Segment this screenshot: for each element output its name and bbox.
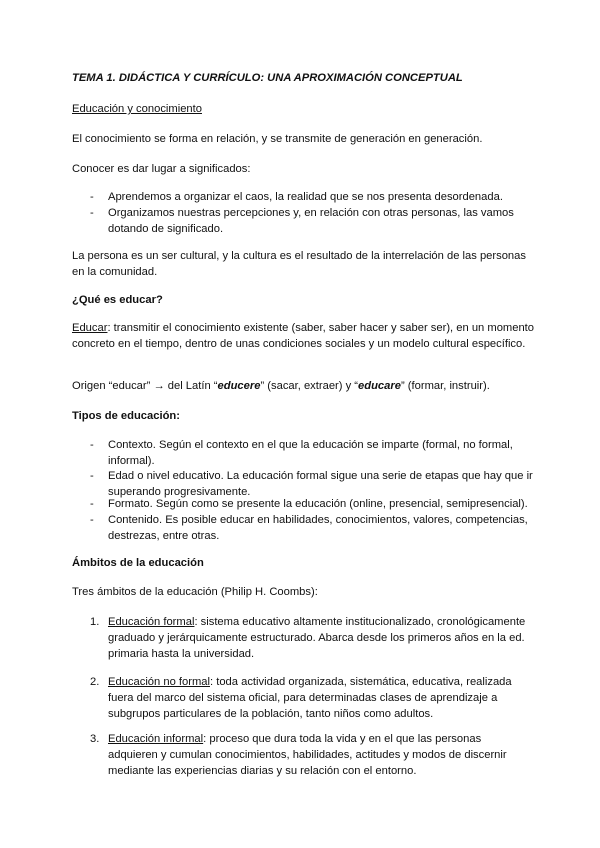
numbered-item	[108, 614, 533, 662]
item-term: Educación formal	[108, 616, 195, 628]
origin-text: ” (sacar, extraer) y “	[260, 380, 359, 392]
bullet-marker: -	[90, 191, 94, 203]
origin-paragraph	[72, 378, 552, 394]
list-number: 1.	[90, 616, 100, 628]
bullet-marker: -	[90, 514, 94, 526]
list-item: Organizamos nuestras percepciones y, en relación con otras personas, las vamos dotando de significado.	[108, 207, 514, 235]
origin-text: Origen “educar” → del Latín “	[72, 380, 218, 392]
numbered-item	[108, 731, 528, 779]
list-item: Formato. Según como se presente la educación (online, presencial, semipresencial).	[108, 498, 528, 510]
item-text: : toda actividad organizada, sistemática, educativa, realizada fuera del marco del sistema oficial, para determinadas clases de aprendizaje a subgrupos particulares de la población, tanto niños como adultos.	[108, 676, 512, 720]
latin-word: educere	[217, 380, 261, 392]
section-heading-what-is-educate: ¿Qué es educar?	[72, 294, 163, 306]
defined-term: Educar	[72, 322, 108, 334]
paragraph: El conocimiento se forma en relación, y se transmite de generación en generación.	[72, 133, 483, 145]
list-item: Contenido. Es posible educar en habilidades, conocimientos, valores, competencias, destrezas, entre otras.	[108, 514, 528, 542]
list-item: Contexto. Según el contexto en el que la educación se imparte (formal, no formal, informal).	[108, 439, 513, 467]
bullet-marker: -	[90, 498, 94, 510]
section-heading-types-of-education: Tipos de educación:	[72, 410, 180, 422]
list-item: Edad o nivel educativo. La educación formal sigue una serie de etapas que hay que ir superando progresivamente.	[108, 470, 533, 498]
section-heading-scopes-of-education: Ámbitos de la educación	[72, 557, 204, 569]
document-title: TEMA 1. DIDÁCTICA Y CURRÍCULO: UNA APROXIMACIÓN CONCEPTUAL	[72, 72, 463, 84]
item-term: Educación informal	[108, 733, 204, 745]
bullet-marker: -	[90, 470, 94, 482]
item-text: : sistema educativo altamente institucionalizado, cronológicamente graduado y jerárquicamente estructurado. Abarca desde los primeros años en la ed. primaria hasta la universidad.	[108, 616, 526, 660]
numbered-item	[108, 674, 513, 722]
definition-text: : transmitir el conocimiento existente (saber, saber hacer y saber ser), en un momento concreto en el tiempo, dentro de unas condiciones sociales y un modelo cultural específico.	[72, 322, 535, 350]
paragraph: La persona es un ser cultural, y la cultura es el resultado de la interrelación de las personas en la comunidad.	[72, 250, 526, 278]
bullet-marker: -	[90, 207, 94, 219]
latin-word: educare	[358, 380, 401, 392]
item-term: Educación no formal	[108, 676, 210, 688]
paragraph: Conocer es dar lugar a significados:	[72, 163, 251, 175]
list-number: 3.	[90, 733, 100, 745]
paragraph: Tres ámbitos de la educación (Philip H. Coombs):	[72, 586, 318, 598]
origin-text: ” (formar, instruir).	[400, 380, 490, 392]
list-number: 2.	[90, 676, 100, 688]
item-text: : proceso que dura toda la vida y en el que las personas adquieren y cumulan conocimientos, habilidades, actitudes y modos de discernir mediante las experiencias diarias y su relación con el entorno.	[108, 733, 507, 777]
list-item: Aprendemos a organizar el caos, la realidad que se nos presenta desordenada.	[108, 191, 503, 203]
section-heading-education-knowledge: Educación y conocimiento	[72, 103, 202, 115]
definition-paragraph	[72, 320, 537, 352]
bullet-marker: -	[90, 439, 94, 451]
